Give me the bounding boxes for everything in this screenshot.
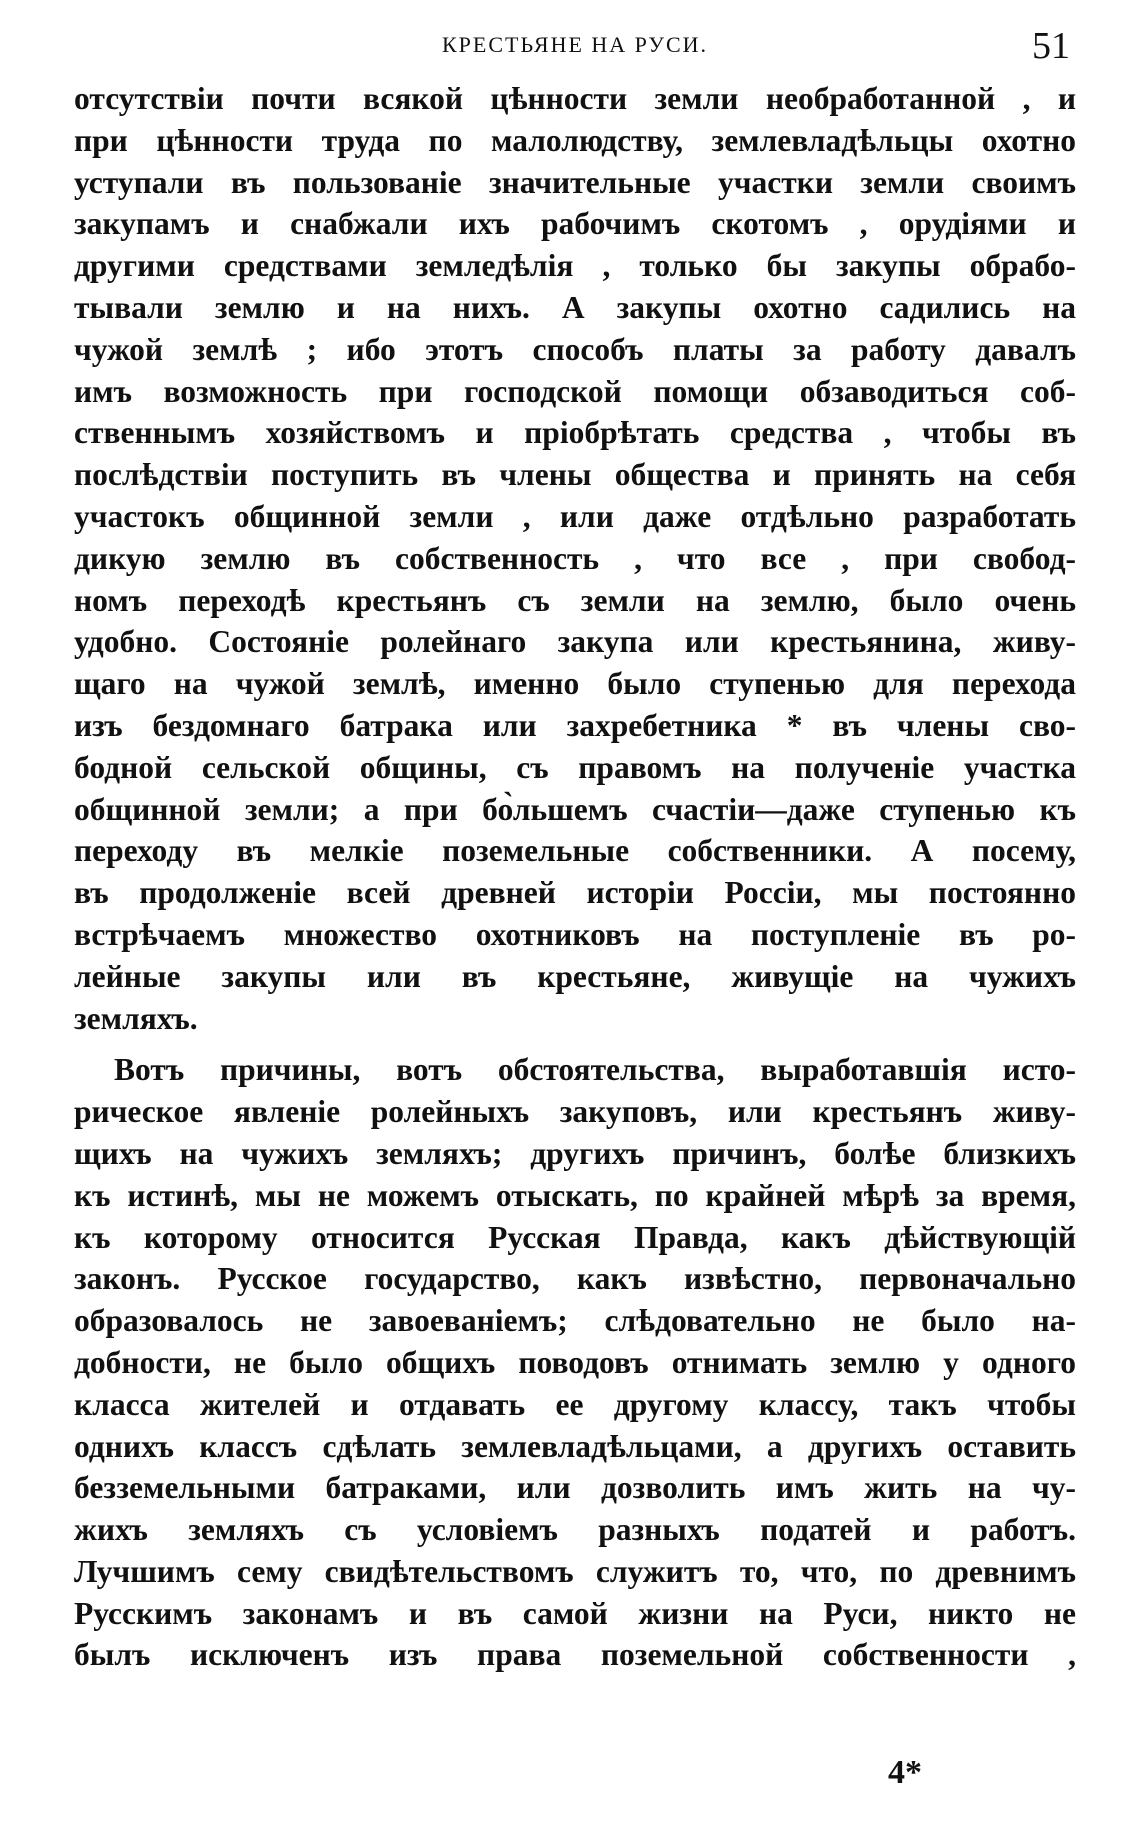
- text-line: изъ бездомнаго батрака или захребетника * въ члены сво-: [74, 707, 1076, 743]
- signature-mark: 4*: [888, 1754, 922, 1791]
- page-header: [74, 18, 1076, 78]
- text-line: щаго на чужой землѣ, именно было ступенью для перехода: [74, 666, 1076, 702]
- text-line: добности, не было общихъ поводовъ отнимать землю у одного: [74, 1344, 1076, 1380]
- text-line: имъ возможность при господской помощи обзаводиться соб-: [74, 373, 1076, 409]
- text-line: чужой землѣ ; ибо этотъ способъ платы за работу давалъ: [74, 331, 1076, 367]
- text-line: Лучшимъ сему свидѣтельствомъ служитъ то, что, по древнимъ: [74, 1553, 1076, 1589]
- text-line: другими средствами земледѣлія , только бы закупы обрабо-: [74, 248, 1076, 284]
- text-line: къ истинѣ, мы не можемъ отыскать, по крайней мѣрѣ за время,: [74, 1177, 1076, 1213]
- text-line: щихъ на чужихъ земляхъ; другихъ причинъ, болѣе близкихъ: [74, 1135, 1076, 1171]
- text-line: удобно. Состояніе ролейнаго закупа или крестьянина, живу-: [74, 624, 1076, 660]
- text-line: уступали въ пользованіе значительные участки земли своимъ: [74, 164, 1076, 200]
- text-line: въ продолженіе всей древней исторіи Россіи, мы постоянно: [74, 875, 1076, 911]
- text-line: Вотъ причины, вотъ обстоятельства, выработавшія исто-: [114, 1052, 1076, 1088]
- paragraph-1: [74, 78, 1076, 1039]
- text-line: при цѣнности труда по малолюдству, землевладѣльцы охотно: [74, 122, 1076, 158]
- text-line: закупамъ и снабжали ихъ рабочимъ скотомъ , орудіями и: [74, 206, 1076, 242]
- text-line: земляхъ.: [74, 1000, 198, 1036]
- text-line: встрѣчаемъ множество охотниковъ на поступленіе въ ро-: [74, 916, 1076, 952]
- text-line: къ которому относится Русская Правда, какъ дѣйствующій: [74, 1219, 1076, 1255]
- text-line: класса жителей и отдавать ее другому классу, такъ чтобы: [74, 1386, 1076, 1422]
- page-number: 51: [1032, 25, 1070, 67]
- text-line: былъ исключенъ изъ права поземельной собственности ,: [74, 1637, 1076, 1673]
- running-title: КРЕСТЬЯНЕ НА РУСИ.: [441, 32, 709, 57]
- text-line: безземельными батраками, или дозволить имъ жить на чу-: [74, 1470, 1076, 1506]
- text-line: законъ. Русское государство, какъ извѣстно, первоначально: [74, 1261, 1076, 1297]
- text-line: тывали землю и на нихъ. А закупы охотно садились на: [74, 289, 1076, 325]
- text-line: образовалось не завоеваніемъ; слѣдовательно не было на-: [74, 1303, 1076, 1339]
- text-line: однихъ классъ сдѣлать землевладѣльцами, а другихъ оставить: [74, 1428, 1076, 1464]
- text-line: лейные закупы или въ крестьяне, живущіе на чужихъ: [74, 958, 1076, 994]
- body-text: [74, 78, 1076, 1676]
- text-line: Русскимъ законамъ и въ самой жизни на Руси, никто не: [74, 1595, 1076, 1631]
- text-line: рическое явленіе ролейныхъ закуповъ, или крестьянъ живу-: [74, 1094, 1076, 1130]
- text-line: ственнымъ хозяйствомъ и пріобрѣтать средства , чтобы въ: [74, 415, 1076, 451]
- text-line: отсутствіи почти всякой цѣнности земли необработанной , и: [74, 81, 1076, 116]
- text-line: бодной сельской общины, съ правомъ на полученіе участка: [74, 749, 1076, 785]
- text-line: общинной земли; а при бо̀льшемъ счастіи—даже ступенью къ: [74, 791, 1076, 827]
- text-line: дикую землю въ собственность , что все , при свобод-: [74, 540, 1076, 576]
- paragraph-2: [74, 1049, 1076, 1676]
- text-line: номъ переходѣ крестьянъ съ земли на землю, было очень: [74, 582, 1076, 618]
- text-line: послѣдствіи поступить въ члены общества и принять на себя: [74, 457, 1076, 493]
- paragraph-gap: [74, 1039, 1076, 1049]
- text-line: участокъ общинной земли , или даже отдѣльно разработать: [74, 498, 1076, 534]
- text-line: жихъ земляхъ съ условіемъ разныхъ податей и работъ.: [74, 1512, 1076, 1548]
- book-page: [74, 18, 1076, 1676]
- text-line: переходу въ мелкіе поземельные собственники. А посему,: [74, 833, 1076, 869]
